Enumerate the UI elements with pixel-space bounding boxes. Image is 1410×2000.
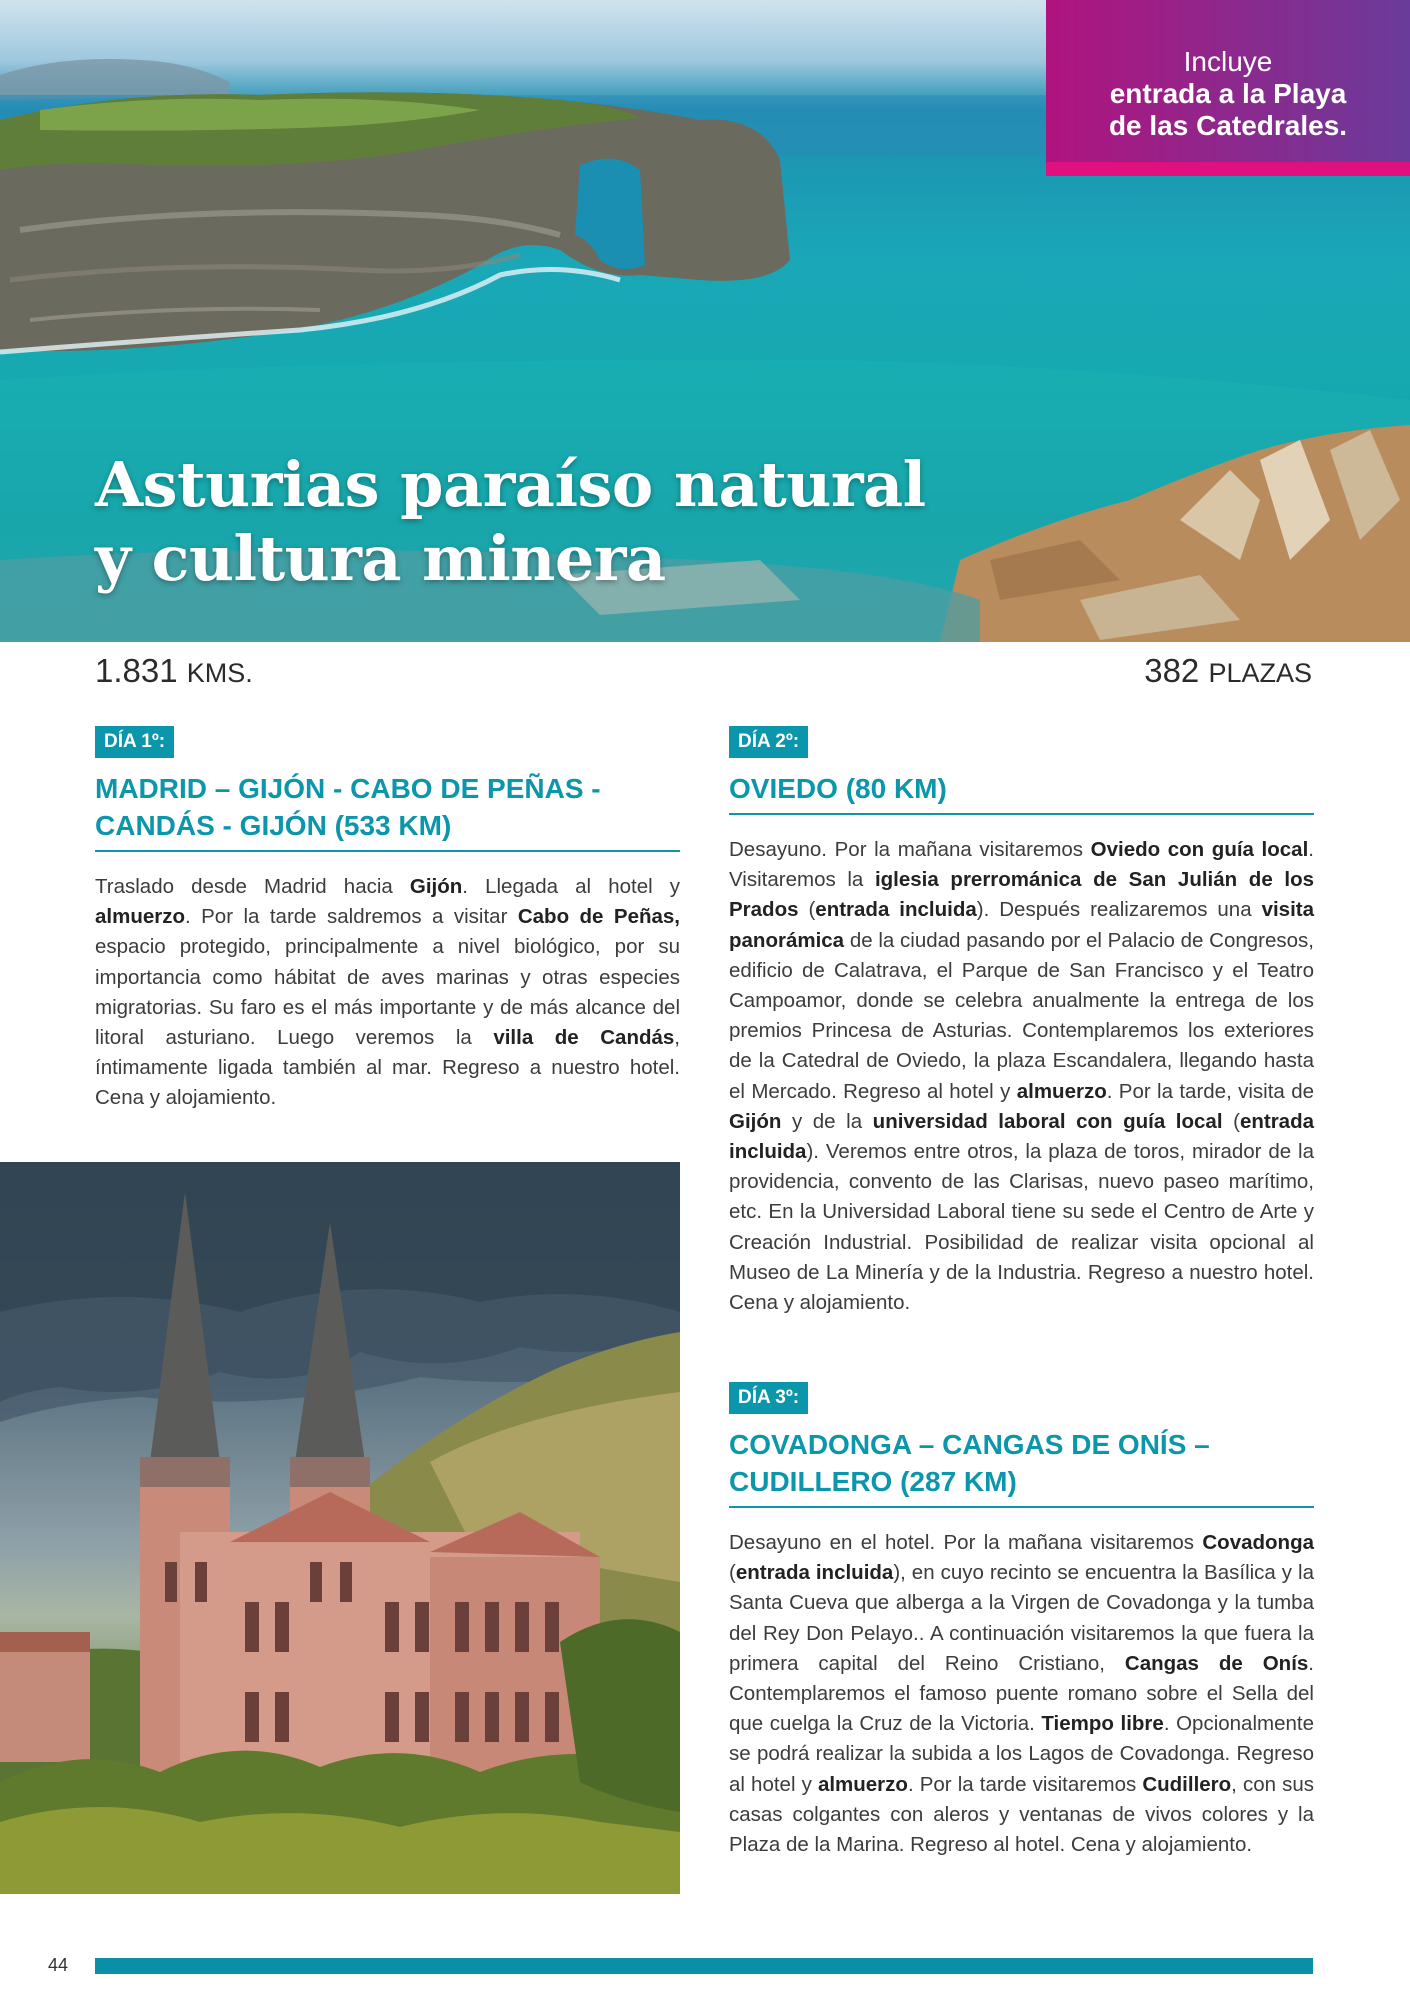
- promo-badge-line3: de las Catedrales.: [1108, 110, 1348, 141]
- promo-badge-line2: entrada a la Playa: [1109, 78, 1347, 109]
- day-3-title: [729, 1426, 1314, 1508]
- bold-text: almuerzo: [95, 905, 185, 929]
- bold-text: Gijón: [729, 1109, 782, 1133]
- page-title: [95, 448, 995, 596]
- hero-image: [0, 0, 1410, 642]
- distance-value: 1.831: [95, 652, 178, 689]
- day-1-title-line2: CANDÁS - GIJÓN (533 KM): [95, 810, 452, 841]
- day-2-section: [729, 726, 1314, 1318]
- bold-text: entrada incluida: [815, 898, 977, 922]
- bold-text: Oviedo con guía local: [1090, 838, 1309, 861]
- day-2-tag: DÍA 2º:: [729, 726, 808, 758]
- bold-text: universidad laboral con guía local: [872, 1109, 1223, 1133]
- day-1-description: Traslado desde Madrid hacia Gijón. Llegada al hotel y almuerzo. Por la tarde saldremos a visitar Cabo de Peñas, espacio protegido, principalmente a nivel biológico, por su importancia como hábitat de aves marinas y otras especies migratorias. Su faro es el más importante y de más alcance del litoral asturiano. Luego veremos la villa de Candás, íntimamente ligada también al mar. Regreso a nuestro hotel. Cena y alojamiento.: [95, 875, 680, 1110]
- day-2-description: Desayuno. Por la mañana visitaremos Oviedo con guía local. Visitaremos la iglesia prerrománica de San Julián de los Prados (entrada incluida). Después realizaremos una visita panorámica de la ciudad pasando por el Palacio de Congresos, edificio de Calatrava, el Parque de San Francisco y el Teatro Campoamor, donde se celebra anualmente la entrega de los premios Princesa de Asturias. Contemplaremos los exteriores de la Catedral de Oviedo, la plaza Escandalera, llegando hasta el Mercado. Regreso al hotel y almuerzo. Por la tarde, visita de Gijón y de la universidad laboral con guía local (entrada incluida). Veremos entre otros, la plaza de toros, mirador de la providencia, convento de las Clarisas, nuevo paseo marítimo, etc. En la Universidad Laboral tiene su sede el Centro de Arte y Creación Industrial. Posibilidad de realizar visita opcional al Museo de La Minería y de la Industria. Regreso a nuestro hotel. Cena y alojamiento.: [729, 838, 1314, 1315]
- day-3-section: [729, 1382, 1314, 1860]
- page-title-line1: Asturias paraíso natural: [95, 448, 926, 521]
- bold-text: villa de Candás: [493, 1026, 675, 1050]
- day-1-section: [95, 726, 680, 1114]
- page-number: 44: [48, 1955, 69, 1975]
- seats-value: 382: [1144, 652, 1200, 689]
- bold-text: visita panorámica: [729, 898, 1314, 952]
- church-photo: [0, 1162, 680, 1894]
- bold-text: Covadonga: [1202, 1531, 1314, 1554]
- distance-unit: KMS.: [186, 658, 253, 688]
- footer-bar: [95, 1958, 1313, 1974]
- bold-text: Gijón: [409, 875, 463, 898]
- bold-text: almuerzo: [1016, 1079, 1107, 1103]
- distance-stat: [95, 652, 253, 690]
- bold-text: almuerzo: [817, 1772, 908, 1796]
- bold-text: iglesia prerrománica de San Julián de los Prados: [729, 868, 1314, 922]
- seats-stat: [1144, 652, 1312, 690]
- promo-badge-bar: [1046, 162, 1410, 176]
- bold-text: entrada incluida: [735, 1561, 894, 1585]
- day-3-title-line2: CUDILLERO (287 KM): [729, 1466, 1017, 1497]
- promo-badge-text: [1046, 46, 1410, 142]
- day-2-title: [729, 770, 1314, 815]
- day-2-title-line1: OVIEDO (80 KM): [729, 773, 947, 804]
- basilica-covadonga-photo: [0, 1162, 680, 1894]
- bold-text: Cabo de Peñas,: [517, 905, 680, 929]
- bold-text: Tiempo libre: [1041, 1712, 1164, 1736]
- page-title-line2: y cultura minera: [95, 522, 666, 595]
- day-3-tag: DÍA 3º:: [729, 1382, 808, 1414]
- bold-text: entrada incluida: [729, 1109, 1314, 1164]
- day-3-title-line1: COVADONGA – CANGAS DE ONÍS –: [729, 1429, 1210, 1460]
- bold-text: Cudillero: [1142, 1772, 1232, 1796]
- day-1-title-line1: MADRID – GIJÓN - CABO DE PEÑAS -: [95, 773, 601, 804]
- bold-text: Cangas de Onís: [1124, 1651, 1309, 1675]
- promo-badge-line1: Incluye: [1183, 46, 1273, 77]
- day-1-title: [95, 770, 680, 852]
- seats-unit: PLAZAS: [1208, 658, 1312, 688]
- promo-badge: [1046, 0, 1410, 176]
- day-3-description: Desayuno en el hotel. Por la mañana visitaremos Covadonga (entrada incluida), en cuyo recinto se encuentra la Basílica y la Santa Cueva que alberga a la Virgen de Covadonga y la tumba del Rey Don Pelayo.. A continuación visitaremos la que fuera la primera capital del Reino Cristiano, Cangas de Onís. Contemplaremos el famoso puente romano sobre el Sella del que cuelga la Cruz de la Victoria. Tiempo libre. Opcionalmente se podrá realizar la subida a los Lagos de Covadonga. Regreso al hotel y almuerzo. Por la tarde visitaremos Cudillero, con sus casas colgantes con aleros y ventanas de vivos colores y la Plaza de la Marina. Regreso al hotel. Cena y alojamiento.: [729, 1531, 1314, 1857]
- day-1-tag: DÍA 1º:: [95, 726, 174, 758]
